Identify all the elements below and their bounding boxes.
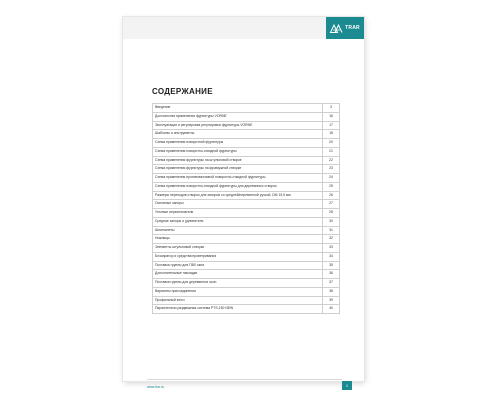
toc-row[interactable] bbox=[153, 235, 340, 244]
toc-row[interactable] bbox=[153, 191, 340, 200]
toc-row[interactable] bbox=[153, 209, 340, 218]
toc-entry-page: 21 bbox=[323, 147, 340, 156]
toc-row[interactable] bbox=[153, 165, 340, 174]
toc-entry-page: 23 bbox=[323, 165, 340, 174]
footer-website-link[interactable]: www.trar.ru bbox=[147, 385, 164, 389]
building-roof-icon bbox=[330, 24, 343, 33]
toc-entry-label: Элементы штульповой створки bbox=[153, 244, 323, 253]
toc-row[interactable] bbox=[153, 279, 340, 288]
toc-entry-page: 40 bbox=[323, 305, 340, 314]
toc-entry-page: 34 bbox=[323, 252, 340, 261]
toc-entry-page: 39 bbox=[323, 296, 340, 305]
toc-entry-page: 38 bbox=[323, 287, 340, 296]
toc-entry-page: 27 bbox=[323, 200, 340, 209]
brand-logo bbox=[326, 17, 364, 39]
toc-entry-label: Схема применения фурнитуры на фрамужной створке bbox=[153, 165, 323, 174]
toc-table bbox=[152, 103, 340, 314]
toc-entry-page: 35 bbox=[323, 261, 340, 270]
toc-entry-page: 28 bbox=[323, 209, 340, 218]
toc-row[interactable] bbox=[153, 147, 340, 156]
toc-row[interactable] bbox=[153, 104, 340, 113]
toc-entry-label: Средние запоры и удлинители bbox=[153, 217, 323, 226]
toc-entry-page: 20 bbox=[323, 139, 340, 148]
toc-row[interactable] bbox=[153, 112, 340, 121]
toc-row[interactable] bbox=[153, 182, 340, 191]
toc-entry-label: Шпингалеты bbox=[153, 226, 323, 235]
toc-entry-label: Введение bbox=[153, 104, 323, 113]
toc-row[interactable] bbox=[153, 226, 340, 235]
page-title: СОДЕРЖАНИЕ bbox=[152, 87, 213, 96]
toc-row[interactable] bbox=[153, 261, 340, 270]
toc-entry-label: Блокиратор и средства проветривания bbox=[153, 252, 323, 261]
toc-entry-page: 26 bbox=[323, 191, 340, 200]
toc-entry-page: 3 bbox=[323, 104, 340, 113]
toc-entry-label: Достоинства применения фурнитуры VORNE bbox=[153, 112, 323, 121]
toc-row[interactable] bbox=[153, 139, 340, 148]
toc-entry-page: 36 bbox=[323, 270, 340, 279]
toc-entry-label: Поставки группы для деревянных окон bbox=[153, 279, 323, 288]
toc-row[interactable] bbox=[153, 270, 340, 279]
toc-entry-label: Варианты присоединения bbox=[153, 287, 323, 296]
toc-entry-label: Угловые переключатели bbox=[153, 209, 323, 218]
toc-row[interactable] bbox=[153, 296, 340, 305]
toc-entry-page: 25 bbox=[323, 182, 340, 191]
toc-row[interactable] bbox=[153, 156, 340, 165]
toc-entry-label: Схема применения противовзломной поворотно-откидной фурнитуры bbox=[153, 174, 323, 183]
page-number-badge: 1 bbox=[342, 381, 352, 390]
toc-entry-label: Схема применения поворотно-откидной фурнитуры bbox=[153, 147, 323, 156]
toc-entry-label: Профильный ключ bbox=[153, 296, 323, 305]
toc-entry-label: Схема применения поворотно-откидной фурнитуры для деревянных створок bbox=[153, 182, 323, 191]
toc-row[interactable] bbox=[153, 130, 340, 139]
toc-entry-page: 22 bbox=[323, 156, 340, 165]
toc-row[interactable] bbox=[153, 244, 340, 253]
brand-name: TRAR bbox=[345, 25, 360, 31]
toc-entry-page: 18 bbox=[323, 130, 340, 139]
toc-row[interactable] bbox=[153, 287, 340, 296]
toc-row[interactable] bbox=[153, 121, 340, 130]
toc-entry-label: Дополнительные накладки bbox=[153, 270, 323, 279]
toc-entry-label: Параллельно-раздвижная система PTS-150 NEW bbox=[153, 305, 323, 314]
toc-entry-page: 32 bbox=[323, 235, 340, 244]
toc-entry-label: Основные запоры bbox=[153, 200, 323, 209]
toc-entry-label: Эксплуатация и регулировка регулировка фурнитуры VORNE bbox=[153, 121, 323, 130]
toc-entry-page: 31 bbox=[323, 226, 340, 235]
toc-entry-label: Схема применения поворотной фурнитуры bbox=[153, 139, 323, 148]
toc-entry-page: 37 bbox=[323, 279, 340, 288]
toc-row[interactable] bbox=[153, 252, 340, 261]
toc-entry-label: Ножницы bbox=[153, 235, 323, 244]
toc-row[interactable] bbox=[153, 174, 340, 183]
toc-entry-label: Размеры переходов створок для запоров со средней/переменной ручкой, DM 15,5 мм bbox=[153, 191, 323, 200]
toc-row[interactable] bbox=[153, 217, 340, 226]
toc-row[interactable] bbox=[153, 200, 340, 209]
document-page bbox=[123, 17, 364, 389]
toc-entry-label: Поставка группы для ПВХ окна bbox=[153, 261, 323, 270]
toc-row[interactable] bbox=[153, 305, 340, 314]
footer-divider bbox=[147, 379, 342, 380]
toc-entry-page: 30 bbox=[323, 217, 340, 226]
toc-entry-page: 33 bbox=[323, 244, 340, 253]
toc-entry-page: 24 bbox=[323, 174, 340, 183]
toc-entry-page: 17 bbox=[323, 121, 340, 130]
toc-entry-label: Схема применения фурнитуры на штульповой створке bbox=[153, 156, 323, 165]
toc-entry-label: Шаблоны и инструменты bbox=[153, 130, 323, 139]
toc-entry-page: 16 bbox=[323, 112, 340, 121]
